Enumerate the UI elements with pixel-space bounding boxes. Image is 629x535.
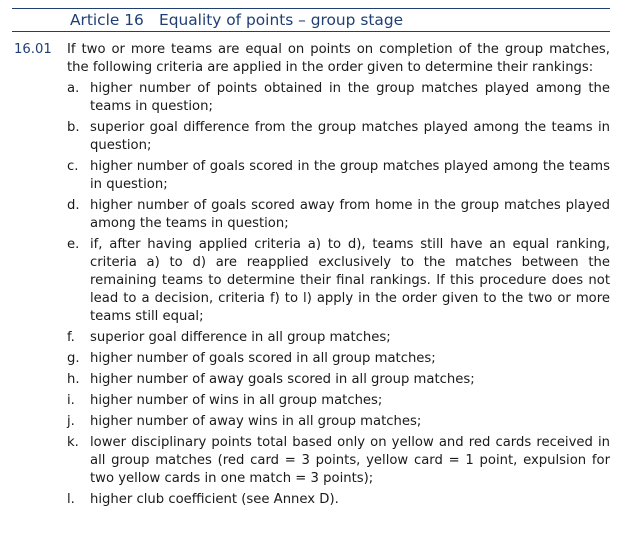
criterion-letter: b.: [67, 120, 80, 135]
criterion-letter: g.: [67, 351, 80, 366]
criterion-e: [67, 236, 610, 326]
criterion-text: lower disciplinary points total based only on yellow and red cards received in all group matches (red card = 3 points, yellow card = 1 point, expulsion for two yellow cards in one match = 3 points);: [90, 435, 610, 486]
criterion-i: [67, 392, 610, 410]
criterion-h: [67, 371, 610, 389]
criterion-text: higher number of goals scored in all group matches;: [90, 351, 436, 366]
criterion-g: [67, 350, 610, 368]
article-number: Article 16: [70, 11, 144, 29]
criterion-k: [67, 434, 610, 488]
criteria-list: [67, 80, 610, 512]
criterion-text: higher number of away wins in all group matches;: [90, 414, 422, 429]
criterion-letter: i.: [67, 393, 75, 408]
section-number: 16.01: [14, 42, 52, 57]
criterion-text: superior goal difference in all group matches;: [90, 330, 391, 345]
article-header: [12, 8, 610, 32]
criterion-text: higher number of goals scored in the group matches played among the teams in question;: [90, 159, 610, 192]
criterion-c: [67, 158, 610, 194]
criterion-b: [67, 119, 610, 155]
criterion-text: higher number of points obtained in the group matches played among the teams in question;: [90, 81, 610, 114]
criterion-d: [67, 197, 610, 233]
article-title: Equality of points – group stage: [159, 11, 404, 29]
criterion-text: higher number of goals scored away from home in the group matches played among the teams in question;: [90, 198, 610, 231]
criterion-letter: e.: [67, 237, 80, 252]
criterion-a: [67, 80, 610, 116]
criterion-letter: l.: [67, 492, 75, 507]
criterion-text: higher club coefficient (see Annex D).: [90, 492, 339, 507]
criterion-l: [67, 491, 610, 509]
criterion-letter: j.: [67, 414, 75, 429]
criterion-j: [67, 413, 610, 431]
criterion-letter: f.: [67, 330, 75, 345]
section-intro: If two or more teams are equal on points on completion of the group matches, the following criteria are applied in the order given to determine their rankings:: [67, 42, 610, 75]
criterion-text: if, after having applied criteria a) to d), teams still have an equal ranking, criteria a) to d) are reapplied exclusively to the matches between the remaining teams to determine their final rankings. If this procedure does not lead to a decision, criteria f) to l) apply in the order given to the two or more teams still equal;: [90, 237, 610, 324]
criterion-text: higher number of wins in all group matches;: [90, 393, 383, 408]
criterion-letter: c.: [67, 159, 79, 174]
criterion-letter: a.: [67, 81, 80, 96]
criterion-letter: k.: [67, 435, 79, 450]
criterion-text: superior goal difference from the group matches played among the teams in question;: [90, 120, 610, 153]
criterion-letter: h.: [67, 372, 80, 387]
criterion-letter: d.: [67, 198, 80, 213]
criterion-text: higher number of away goals scored in all group matches;: [90, 372, 475, 387]
criterion-f: [67, 329, 610, 347]
